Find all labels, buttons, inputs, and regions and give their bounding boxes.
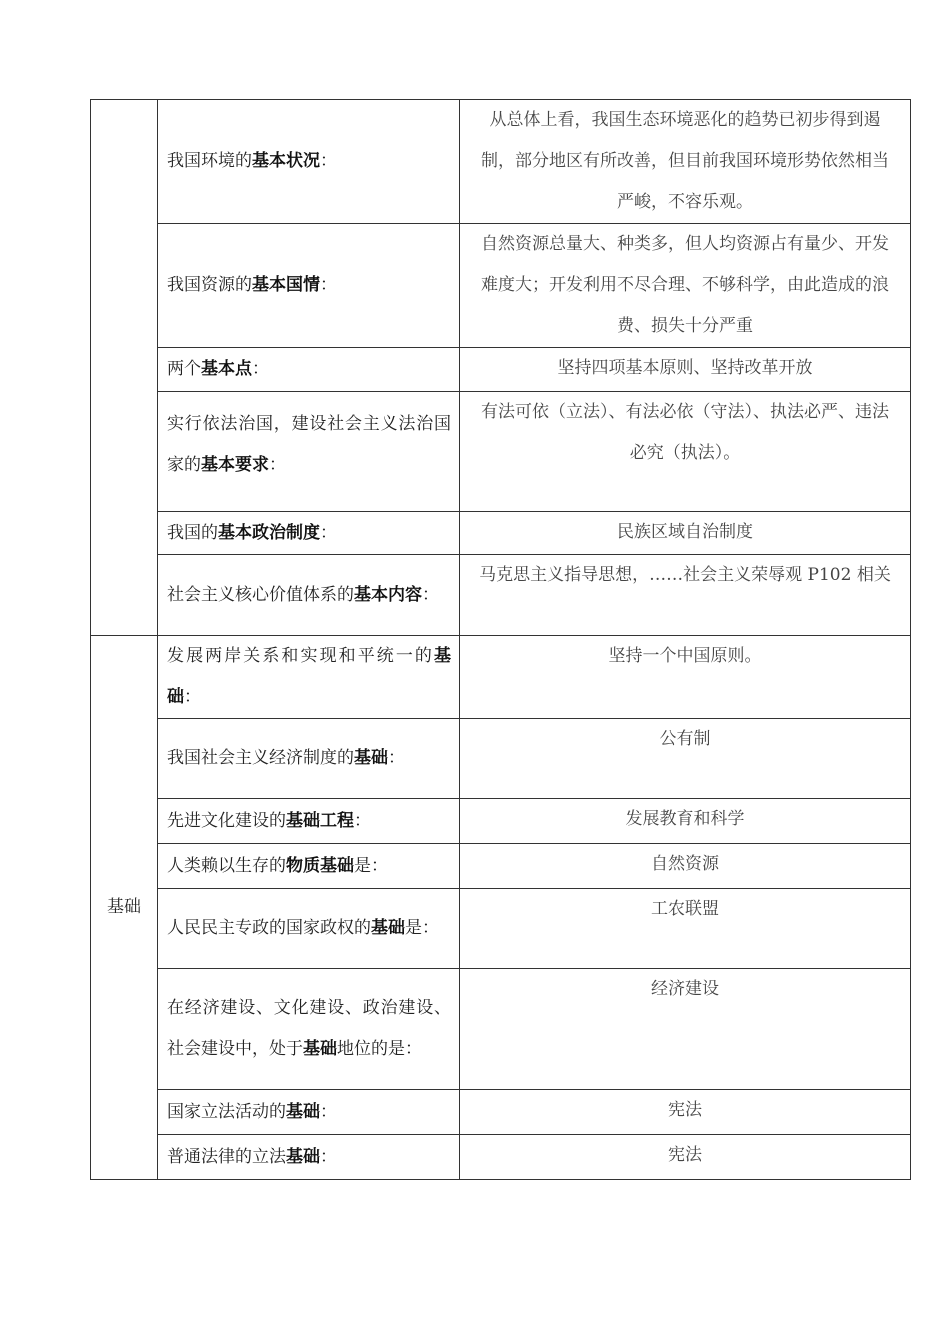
table-row <box>91 224 911 348</box>
question-cell: 人类赖以生存的物质基础是： <box>158 844 460 889</box>
answer-cell: 坚持一个中国原则。 <box>460 636 911 719</box>
category-cell: 基础 <box>91 636 158 1180</box>
answer-cell: 发展教育和科学 <box>460 799 911 844</box>
question-cell: 两个基本点： <box>158 348 460 392</box>
table-row <box>91 799 911 844</box>
answer-cell: 民族区域自治制度 <box>460 512 911 555</box>
answer-cell: 坚持四项基本原则、坚持改革开放 <box>460 348 911 392</box>
answer-cell: 自然资源 <box>460 844 911 889</box>
table-row <box>91 1090 911 1135</box>
question-cell: 社会主义核心价值体系的基本内容： <box>158 555 460 636</box>
answer-cell: 经济建设 <box>460 969 911 1090</box>
table-row <box>91 719 911 799</box>
question-cell: 我国社会主义经济制度的基础： <box>158 719 460 799</box>
question-cell: 普通法律的立法基础： <box>158 1135 460 1180</box>
question-cell: 我国资源的基本国情： <box>158 224 460 348</box>
table-row <box>91 392 911 512</box>
answer-cell: 公有制 <box>460 719 911 799</box>
question-cell: 在经济建设、文化建设、政治建设、社会建设中，处于基础地位的是： <box>158 969 460 1090</box>
answer-cell: 有法可依（立法）、有法必依（守法）、执法必严、违法必究（执法）。 <box>460 392 911 512</box>
answer-cell: 马克思主义指导思想，……社会主义荣辱观 P102 相关 <box>460 555 911 636</box>
concept-table <box>90 99 911 1180</box>
table-row <box>91 1135 911 1180</box>
question-cell: 我国环境的基本状况： <box>158 100 460 224</box>
category-cell <box>91 100 158 636</box>
answer-cell: 宪法 <box>460 1090 911 1135</box>
answer-cell: 自然资源总量大、种类多，但人均资源占有量少、开发难度大；开发利用不尽合理、不够科学，由此造成的浪费、损失十分严重 <box>460 224 911 348</box>
question-cell: 先进文化建设的基础工程： <box>158 799 460 844</box>
table-row <box>91 512 911 555</box>
answer-cell: 从总体上看，我国生态环境恶化的趋势已初步得到遏制，部分地区有所改善，但目前我国环境形势依然相当严峻，不容乐观。 <box>460 100 911 224</box>
question-cell: 我国的基本政治制度： <box>158 512 460 555</box>
table-row <box>91 636 911 719</box>
table-row <box>91 348 911 392</box>
question-cell: 人民民主专政的国家政权的基础是： <box>158 889 460 969</box>
question-cell: 发展两岸关系和实现和平统一的基础： <box>158 636 460 719</box>
table-row <box>91 100 911 224</box>
table-row <box>91 969 911 1090</box>
answer-cell: 工农联盟 <box>460 889 911 969</box>
question-cell: 实行依法治国，建设社会主义法治国家的基本要求： <box>158 392 460 512</box>
table-row <box>91 555 911 636</box>
question-cell: 国家立法活动的基础： <box>158 1090 460 1135</box>
table-row <box>91 844 911 889</box>
table-row <box>91 889 911 969</box>
answer-cell: 宪法 <box>460 1135 911 1180</box>
